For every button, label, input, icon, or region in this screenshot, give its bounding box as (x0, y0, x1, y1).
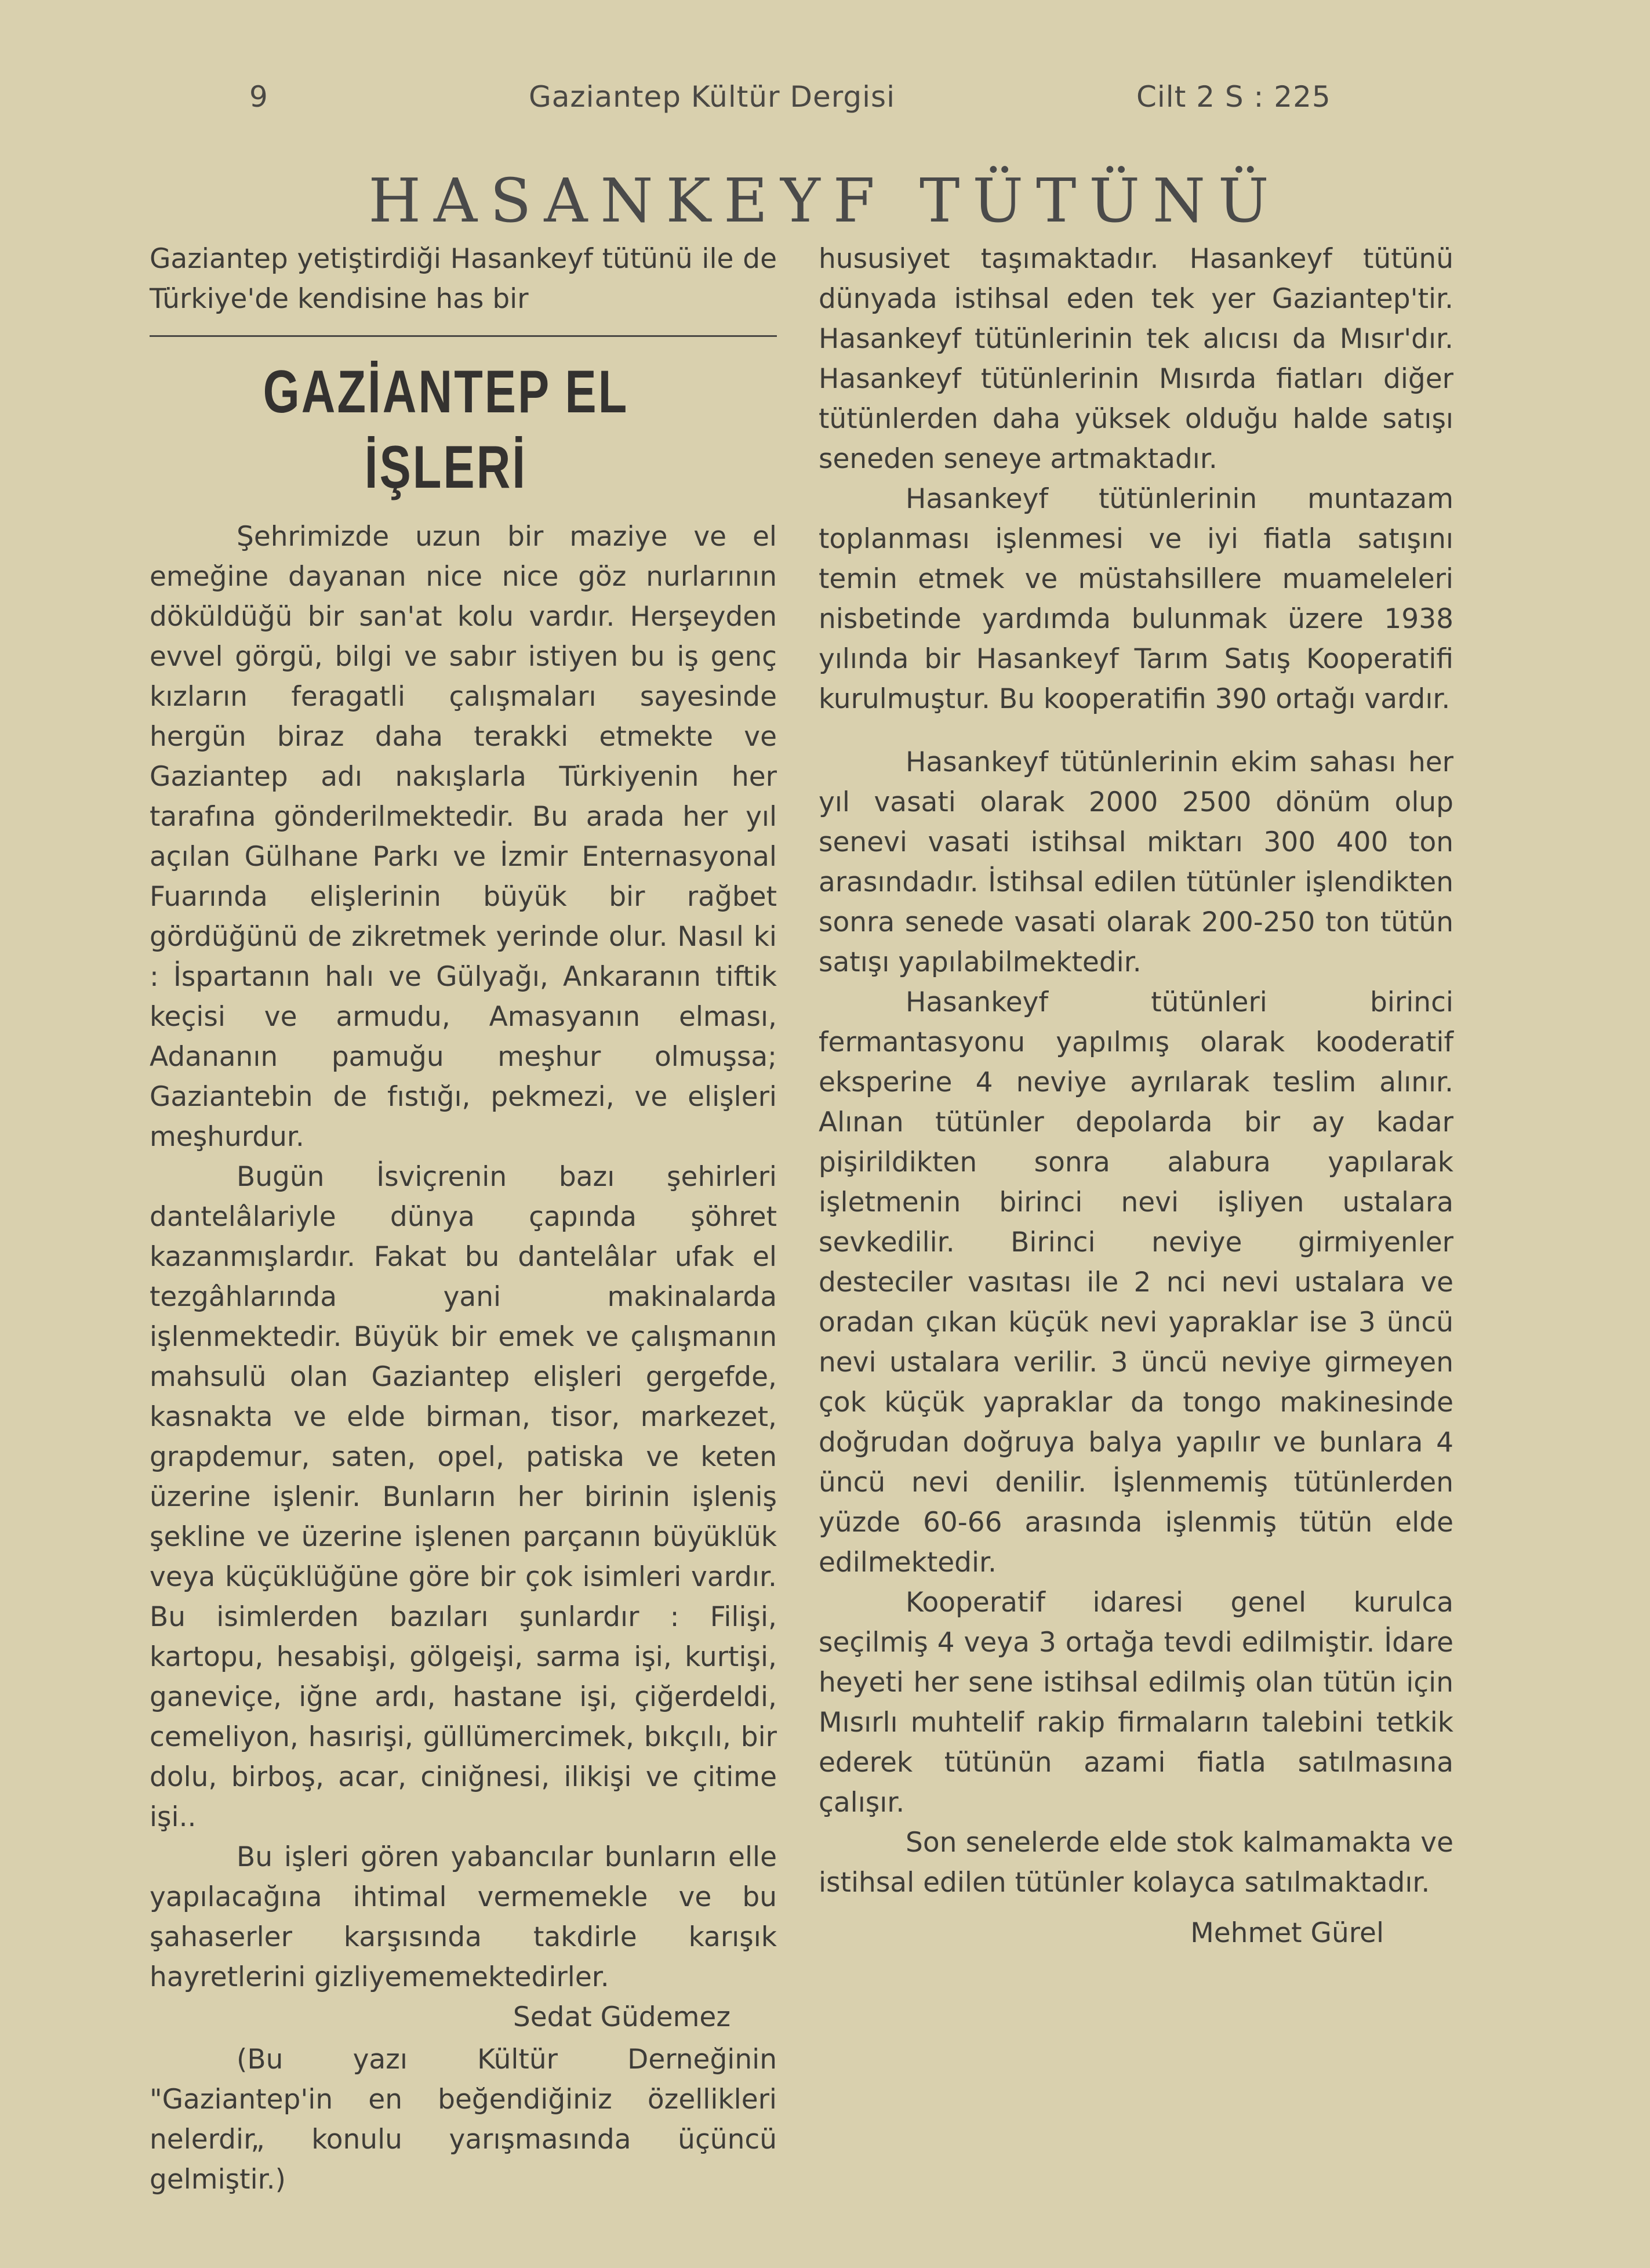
paragraph: Bugün İsviçrenin bazı şehirleri dantelâlariyle dünya çapında şöhret kazanmışlardır. Fakat bu dantelâlar ufak el tezgâhlarında yani makinalarda işlenmektedir. Büyük bir emek ve çalışmanın mahsulü olan Gaziantep elişleri gergefde, kasnakta ve elde birman, tisor, markezet, grapdemur, saten, opel, patiska ve keten üzerine işlenir. Bunların her birinin işleniş şekline ve üzerine işlenen parçanın büyüklük veya küçüklüğüne göre bir çok isimleri vardır. Bu isimlerden bazıları şunlardır : Filişi, kartopu, hesabişi, gölgeişi, sarma işi, kurtişi, ganeviçe, iğne ardı, hastane işi, çiğerdeldi, cemeliyon, hasırişi, güllümercimek, bıkçılı, bir dolu, birboş, acar, ciniğnesi, ilikişi ve çitime işi.. (150, 1161, 777, 1833)
intro-text: Gaziantep yetiştirdiği Hasankeyf tütünü ile de Türkiye'de kendisine has bir (150, 243, 777, 315)
main-title: HASANKEYF TÜTÜNÜ (368, 165, 1282, 236)
paragraph: Hasankeyf tütünleri birinci fermantasyonu yapılmış olarak kooderatif eksperine 4 neviye ayrılarak teslim alınır. Alınan tütünler depolarda bir ay kadar pişirildikten sonra alabura yapılarak işletmenin birinci nevi işliyen ustalara sevkedilir. Birinci neviye girmiyenler desteciler vasıtası ile 2 nci nevi ustalara ve oradan çıkan küçük nevi yapraklar ise 3 üncü nevi ustalara verilir. 3 üncü neviye girmeyen çok küçük yapraklar da tongo makinesinde doğrudan doğruya balya yapılır ve bunlara 4 üncü nevi denilir. İşlenmemiş tütünlerden yüzde 60-66 arasında işlenmiş tütün elde edilmektedir. (819, 986, 1453, 1578)
left-column (150, 239, 777, 2200)
paragraph: hususiyet taşımaktadır. Hasankeyf tütünü dünyada istihsal eden tek yer Gaziantep'tir. Hasankeyf tütünlerinin tek alıcısı da Mısır'dır. Hasankeyf tütünlerinin Mısırda fiatları diğer tütünlerden daha yüksek olduğu halde satışı seneden seneye artmaktadır. (819, 243, 1453, 475)
article-title: GAZİANTEP EL İŞLERİ (263, 358, 629, 501)
paragraph: Hasankeyf tütünlerinin ekim sahası her yıl vasati olarak 2000 2500 dönüm olup senevi vasati istihsal miktarı 300 400 ton arasındadır. İstihsal edilen tütünler işlendikten sonra senede vasati olarak 200-250 ton tütün satışı yapılabilmektedir. (819, 746, 1453, 978)
volume-info: Cilt 2 S : 225 (1136, 80, 1331, 114)
magazine-name: Gaziantep Kültür Dergisi (529, 80, 895, 114)
paragraph: Hasankeyf tütünlerinin muntazam toplanması işlenmesi ve iyi fiatla satışını temin etmek ve müstahsillere muameleleri nisbetinde yardımda bulunmak üzere 1938 yılında bir Hasankeyf Tarım Satış Kooperatifi kurulmuştur. Bu kooperatifin 390 ortağı vardır. (819, 483, 1453, 715)
footnote: (Bu yazı Kültür Derneğinin "Gaziantep'in en beğendiğiniz özellikleri nelerdir„ konulu yarışmasında üçüncü gelmiştir.) (150, 2044, 777, 2196)
author-signature: Mehmet Gürel (1190, 1917, 1384, 1949)
right-column (819, 239, 1453, 1953)
paragraph: Son senelerde elde stok kalmamakta ve istihsal edilen tütünler kolayca satılmaktadır. (819, 1827, 1453, 1899)
paragraph: Şehrimizde uzun bir maziye ve el emeğine dayanan nice nice göz nurlarının döküldüğü bir san'at kolu vardır. Herşeyden evvel görgü, bilgi ve sabır istiyen bu iş genç kızların feragatli çalışmaları sayesinde hergün biraz daha terakki etmekte ve Gaziantep adı nakışlarla Türkiyenin her tarafına gönderilmektedir. Bu arada her yıl açılan Gülhane Parkı ve İzmir Enternasyonal Fuarında elişlerinin büyük bir rağbet gördüğünü de zikretmek yerinde olur. Nasıl ki : İspartanın halı ve Gülyağı, Ankaranın tiftik keçisi ve armudu, Amasyanın elması, Adananın pamuğu meşhur olmuşsa; Gaziantebin de fıstığı, pekmezi, ve elişleri meşhurdur. (150, 521, 777, 1153)
paragraph: Kooperatif idaresi genel kurulca seçilmiş 4 veya 3 ortağa tevdi edilmiştir. İdare heyeti her sene istihsal edilmiş olan tütün için Mısırlı muhtelif rakip firmaların talebini tetkik ederek tütünün azami fiatla satılmasına çalışır. (819, 1587, 1453, 1819)
paragraph: Bu işleri gören yabancılar bunların elle yapılacağına ihtimal vermemekle ve bu şahaserler karşısında takdirle karışık hayretlerini gizliyememektedirler. (150, 1841, 777, 1993)
author-signature: Sedat Güdemez (513, 2001, 730, 2033)
page-number: 9 (249, 80, 268, 114)
divider (150, 335, 777, 337)
